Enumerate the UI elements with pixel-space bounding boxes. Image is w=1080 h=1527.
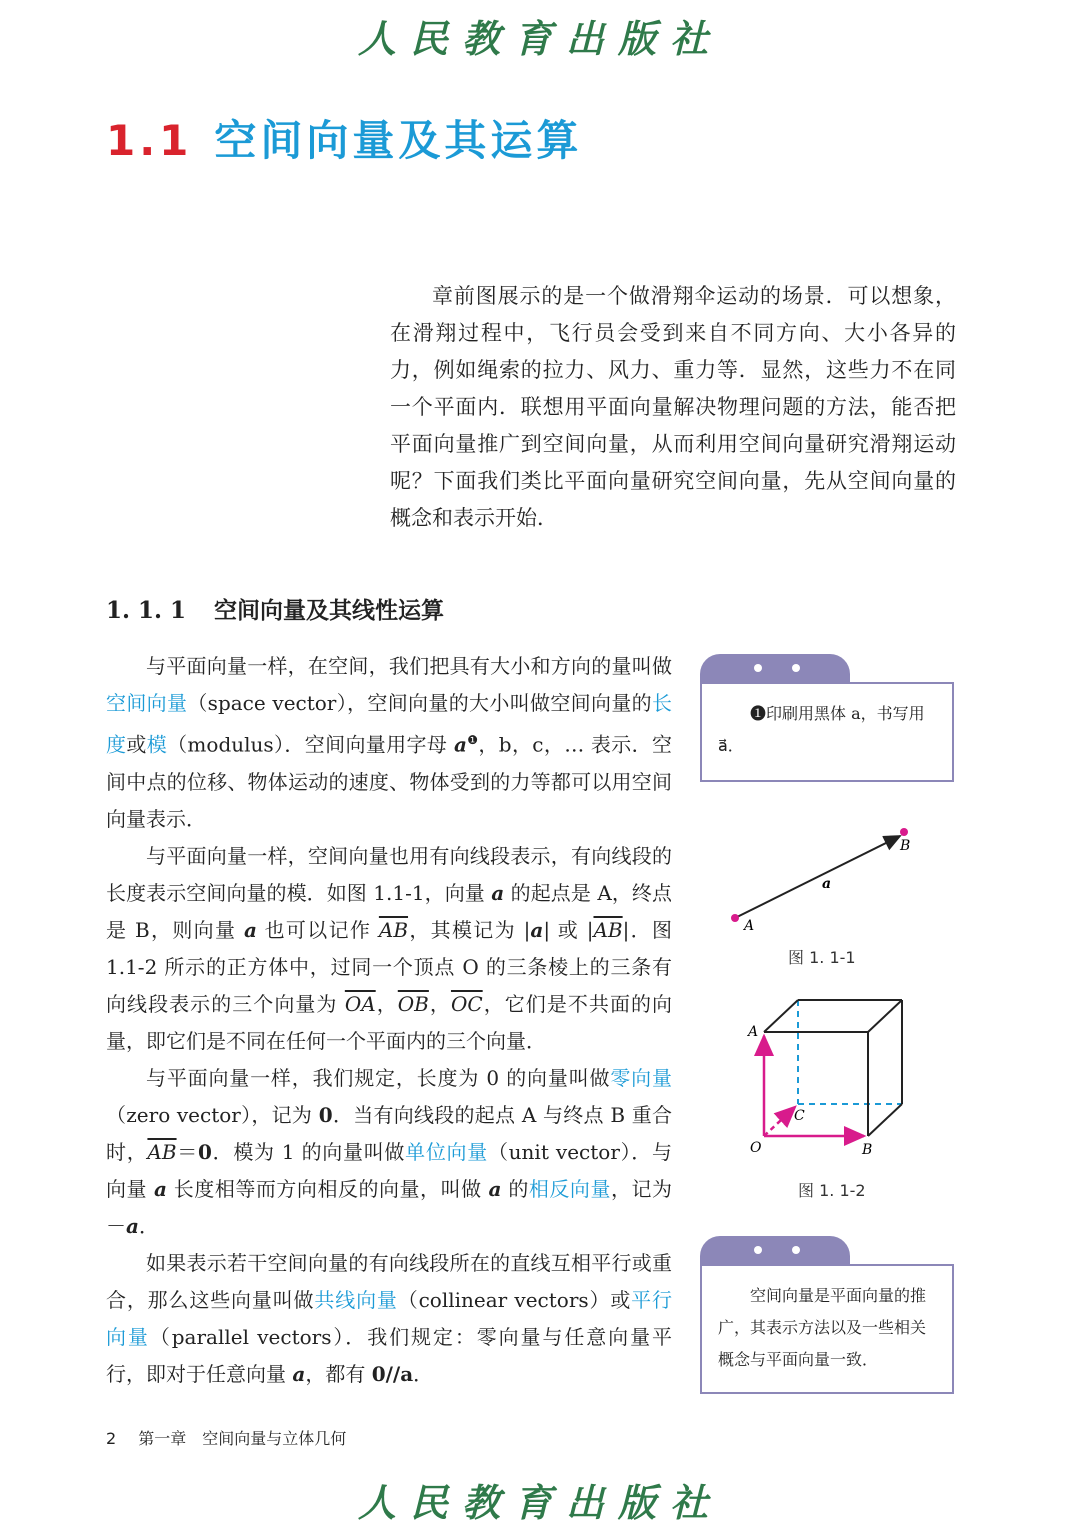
term-space-vector: 空间向量 xyxy=(106,691,188,715)
term-parallel-vectors: 平行向量 xyxy=(106,1287,673,1349)
intro-paragraph: 章前图展示的是一个做滑翔伞运动的场景．可以想象，在滑翔过程中，飞行员会受到来自不同方向、大小各异的力，例如绳索的拉力、风力、重力等．显然，这些力不在同一个平面内．联想用平面向量解决物理问题的方法，能否把平面向量推广到空间向量，从而利用空间向量研究滑翔运动呢？下面我们类比平面向量研究空间向量，先从空间向量的概念和表示开始． xyxy=(390,284,956,530)
vector-a-line xyxy=(735,836,900,918)
note-box: ❶印刷用黑体 a，书写用 a⃗． xyxy=(700,682,954,782)
point-a-dot xyxy=(731,914,739,922)
section-title xyxy=(106,108,582,168)
term-collinear-vectors: 共线向量 xyxy=(314,1287,398,1312)
term-length: 长度 xyxy=(106,691,673,757)
section-title-text: 空间向量及其运算 xyxy=(214,116,583,165)
label-cube-C: C xyxy=(794,1108,805,1124)
note-box: 空间向量是平面向量的推广，其表示方法以及一些相关概念与平面向量一致． xyxy=(700,1264,954,1394)
publisher-logo-bottom: 人民教育出版社 xyxy=(357,1480,722,1525)
body-text xyxy=(106,648,672,1393)
note-tab xyxy=(700,654,850,682)
label-a: a xyxy=(822,876,832,892)
term-opposite-vector: 相反向量 xyxy=(528,1176,611,1201)
footnote-marker: ❶ xyxy=(466,733,479,747)
chapter-title: 第一章 空间向量与立体几何 xyxy=(138,1429,347,1448)
figure-1-1-2-cube xyxy=(740,992,920,1162)
label-cube-B: B xyxy=(862,1142,873,1158)
figure-1-1-vector xyxy=(720,818,950,938)
note-tab xyxy=(700,1236,850,1264)
subsection-number: 1. 1. 1 xyxy=(106,597,187,624)
point-b-dot xyxy=(900,828,908,836)
label-A: A xyxy=(744,918,755,934)
section-number: 1.1 xyxy=(106,116,193,165)
margin-note-2 xyxy=(700,1236,954,1394)
vector-OC xyxy=(764,1107,795,1136)
margin-note-1 xyxy=(700,654,954,782)
label-B: B xyxy=(900,838,911,854)
term-modulus: 模 xyxy=(146,732,168,757)
term-unit-vector: 单位向量 xyxy=(405,1139,488,1164)
page-number: 2 xyxy=(106,1429,117,1448)
subsection-title: 空间向量及其线性运算 xyxy=(214,598,445,624)
figure-1-1-2-caption: 图 1. 1-2 xyxy=(798,1181,866,1200)
paragraph-1: 与平面向量一样，在空间，我们把具有大小和方向的量叫做空间向量（space vector），空间向量的大小叫做空间向量的长度或模（modulus）．空间向量用字母 $a^❶$，b，c，… 表示．空间中点的位移、物体运动的速度、物体受到的力等都可以用空间向量表示． xyxy=(106,654,673,831)
paragraph-4: 如果表示若干空间向量的有向线段所在的直线互相平行或重合，那么这些向量叫做共线向量（collinear vectors）或平行向量（parallel vectors）．我们规定：零向量与任意向量平行，即对于任意向量 a，都有 0//a． xyxy=(106,1250,673,1386)
figure-1-1-caption: 图 1. 1-1 xyxy=(788,948,856,967)
subsection-heading xyxy=(106,592,444,625)
label-cube-O: O xyxy=(750,1140,762,1156)
publisher-logo-top: 人民教育出版社 xyxy=(357,16,722,61)
paragraph-3: 与平面向量一样，我们规定，长度为 0 的向量叫做零向量（zero vector），记为 0．当有向线段的起点 A 与终点 B 重合时，$\overline{AB}=0$．模为 1 的向量叫做单位向量（unit vector）．与向量 a 长度相等而方向相反的向量，叫做 a 的相反向量，记为－a． xyxy=(106,1065,673,1238)
term-zero-vector: 零向量 xyxy=(610,1065,672,1090)
page-footer xyxy=(106,1426,346,1449)
paragraph-2: 与平面向量一样，空间向量也用有向线段表示，有向线段的长度表示空间向量的模．如图 1.1-1，向量 a 的起点是 A，终点是 B，则向量 a 也可以记作 $\overline{AB}$，其模记为 |a| 或 $|\overline{AB}|$．图 1.1-2 所示的正方体中，过同一个顶点 O 的三条棱上的三条有向线段表示的三个向量为 $\overline{OA}$，$\overline{OB}$，$\overline{OC}$，它们是不共面的向量，即它们是不同在任何一个平面内的三个向量． xyxy=(106,843,673,1053)
label-cube-A: A xyxy=(748,1024,759,1040)
